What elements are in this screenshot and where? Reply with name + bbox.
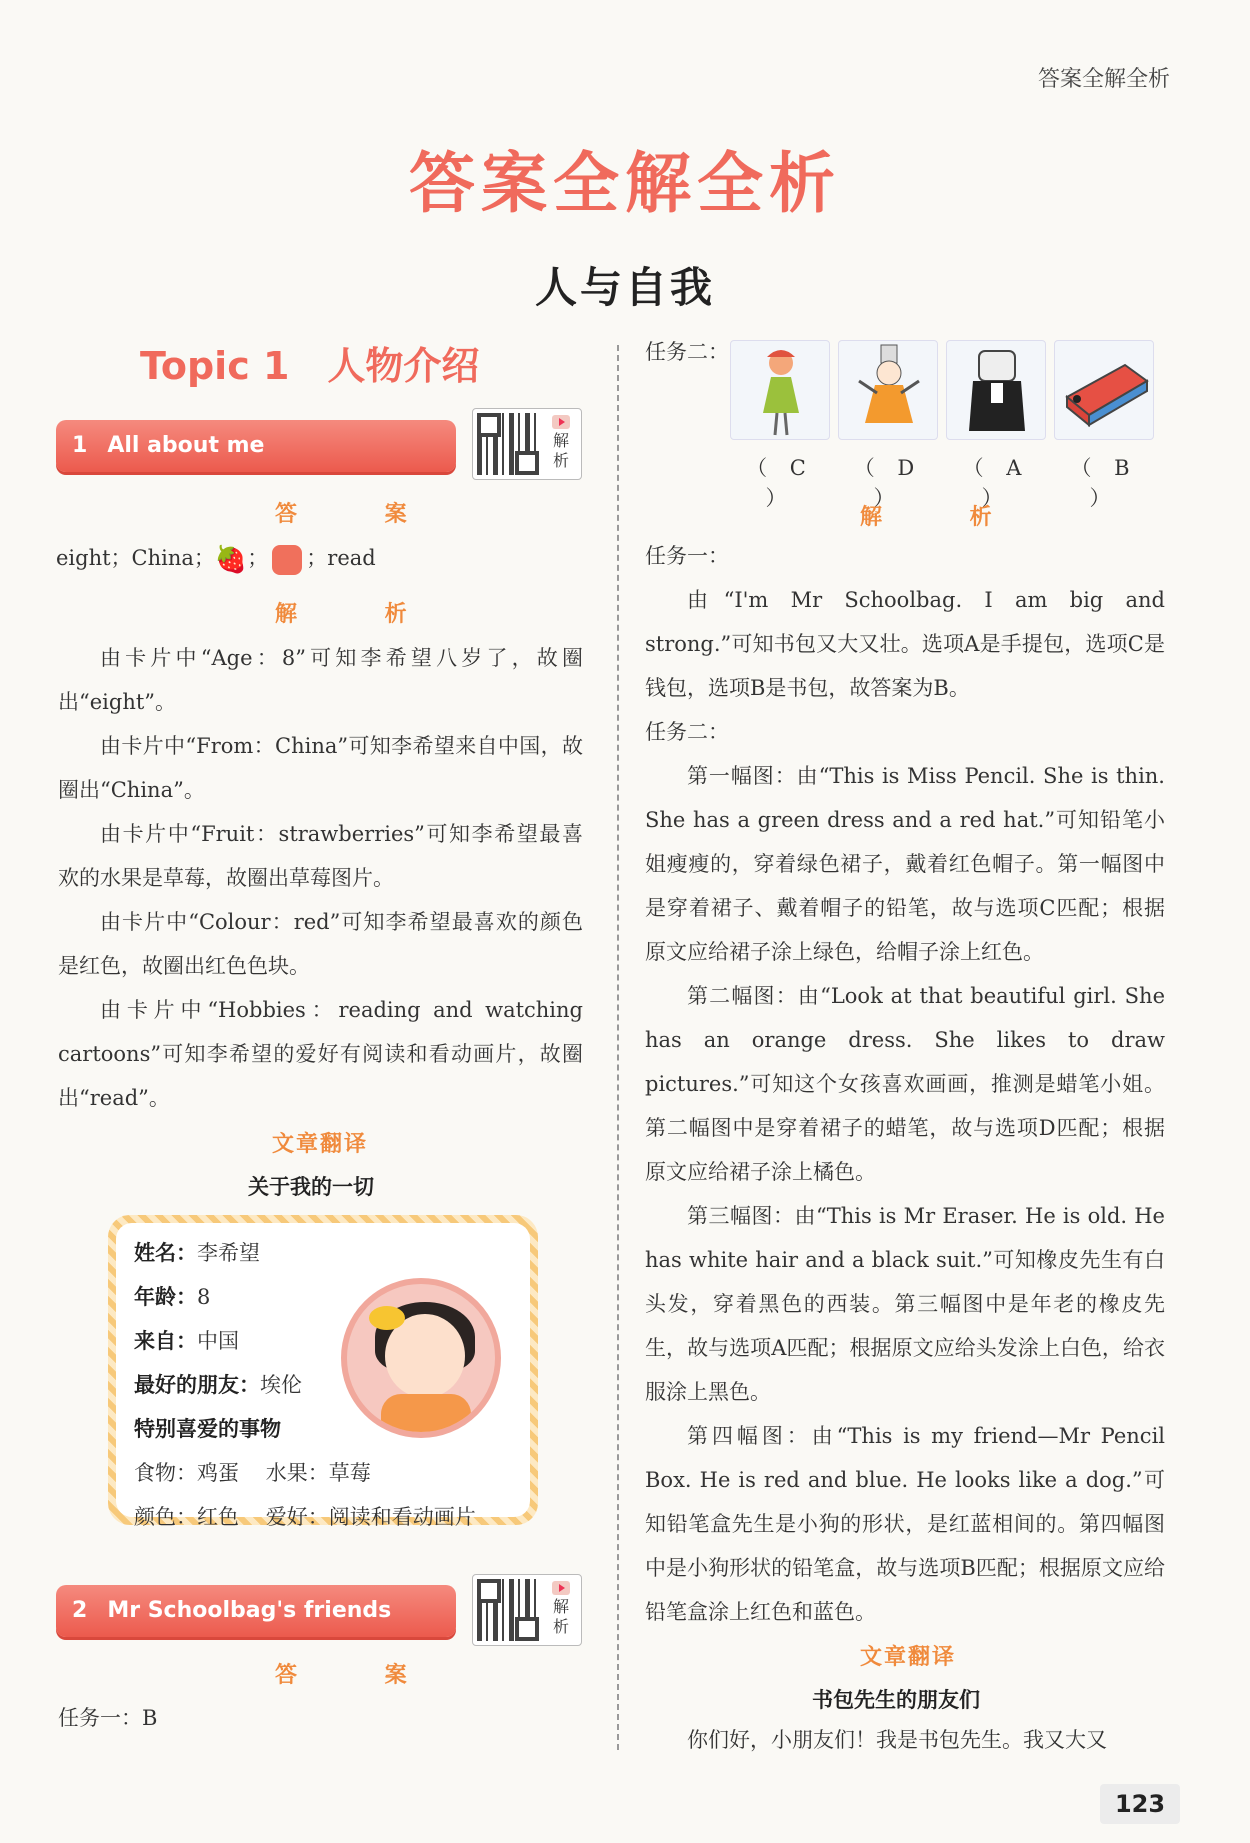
unit1-banner — [56, 420, 456, 472]
translation-start: 你们好，小朋友们！我是书包先生。我又大又 — [687, 1728, 1107, 1752]
qr-code-icon — [477, 1579, 539, 1641]
card-from: 来自：中国 — [134, 1329, 239, 1353]
running-head: 答案全解全析 — [1037, 67, 1170, 92]
caption-2: （ D ） — [853, 456, 923, 510]
right-translation-label: 文章翻译 — [860, 1645, 957, 1670]
unit1-qr-code[interactable] — [472, 408, 582, 480]
unit1-title: All about me — [107, 433, 265, 458]
caption-3: （ A ） — [962, 456, 1030, 510]
caption-4: （ B ） — [1070, 456, 1138, 510]
pencil-box-dog-icon — [1054, 340, 1154, 440]
unit2-task1-answer: 任务一：B — [58, 1706, 158, 1730]
girl-portrait-icon — [341, 1278, 501, 1438]
qr-code-icon — [477, 413, 539, 475]
task2-para: 第二幅图：由“Look at that beautiful girl. She has an orange dress. She likes to draw pictures.”可知这个女孩喜欢画画，推测是蜡笔小姐。第二幅图中是穿着裙子的蜡笔，故与选项D匹配；根据原文应给裙子涂上橘色。 — [645, 984, 1165, 1184]
unit1-analysis-label: 解 析 — [275, 602, 447, 627]
unit1-analysis — [58, 636, 583, 1120]
caption-1: （ C ） — [746, 456, 814, 510]
task1-text: 由“I'm Mr Schoolbag. I am big and strong.”可知书包又大又壮。选项A是手提包，选项C是钱包，选项B是书包，故答案为B。 — [645, 588, 1165, 700]
unit1-translation-label: 文章翻译 — [272, 1132, 369, 1157]
card-name: 姓名：李希望 — [134, 1241, 260, 1265]
analysis-para: 由卡片中“From：China”可知李希望来自中国，故圈出“China”。 — [58, 734, 583, 802]
unit2-banner — [56, 1585, 456, 1637]
task2-para: 第三幅图：由“This is Mr Eraser. He is old. He has white hair and a black suit.”可知橡皮先生有白头发，穿着黑色的西装。第三幅图中是年老的橡皮先生，故与选项A匹配；根据原文应给头发涂上白色，给衣服涂上黑色。 — [645, 1204, 1165, 1404]
task2-label: 任务二： — [645, 340, 729, 364]
card-friend: 最好的朋友：埃伦 — [134, 1373, 302, 1397]
card-age: 年龄：8 — [134, 1285, 211, 1309]
eraser-man-icon — [946, 340, 1046, 440]
right-analysis — [645, 534, 1165, 1634]
unit1-translation-title: 关于我的一切 — [248, 1175, 374, 1199]
analysis-para: 由卡片中“Hobbies：reading and watching cartoons”可知李希望的爱好有阅读和看动画片，故圈出“read”。 — [58, 998, 583, 1110]
card-colour-hobby: 颜色：红色 爱好：阅读和看动画片 — [134, 1505, 476, 1529]
unit2-qr-code[interactable] — [472, 1574, 582, 1646]
crayon-girl-icon — [838, 340, 938, 440]
unit2-answer-label: 答 案 — [275, 1663, 447, 1688]
card-favorites: 特别喜爱的事物 — [134, 1417, 281, 1441]
analysis-para: 由卡片中“Colour：red”可知李希望最喜欢的颜色是红色，故圈出红色色块。 — [58, 910, 583, 978]
play-icon — [552, 1581, 570, 1595]
qr-tag: 解析 — [552, 431, 569, 470]
answer-text-b: ； — [247, 546, 269, 570]
qr-tag: 解析 — [552, 1597, 569, 1636]
pencil-girl-icon — [730, 340, 830, 440]
analysis-para: 由卡片中“Age：8”可知李希望八岁了，故圈出“eight”。 — [58, 646, 583, 714]
column-divider — [617, 345, 619, 1750]
main-title: 答案全解全析 — [409, 145, 841, 222]
answer-text-a: eight；China； — [56, 546, 215, 570]
task1-label: 任务一： — [645, 544, 729, 568]
analysis-para: 由卡片中“Fruit：strawberries”可知李希望最喜欢的水果是草莓，故圈出草莓图片。 — [58, 822, 583, 890]
section-title: 人与自我 — [534, 263, 715, 312]
red-swatch-icon — [272, 545, 302, 575]
task2-para: 第一幅图：由“This is Miss Pencil. She is thin. She has a green dress and a red hat.”可知铅笔小姐瘦瘦的，穿着绿色裙子，戴着红色帽子。第一幅图中是穿着裙子、戴着帽子的铅笔，故与选项C匹配；根据原文应给裙子涂上绿色，给帽子涂上红色。 — [645, 764, 1165, 964]
answer-text-c: ；read — [306, 546, 376, 570]
profile-card — [108, 1215, 538, 1529]
task2-label-2: 任务二： — [645, 720, 729, 744]
play-icon — [552, 415, 570, 429]
unit1-number: 1 — [72, 433, 88, 458]
unit2-number: 2 — [72, 1598, 88, 1623]
card-food-fruit: 食物：鸡蛋 水果：草莓 — [134, 1461, 371, 1485]
strawberry-icon: 🍓 — [214, 544, 248, 575]
unit1-answer-label: 答 案 — [275, 502, 447, 527]
topic-title: Topic 1 人物介绍 — [140, 344, 480, 388]
unit1-answer-line — [56, 542, 376, 575]
right-translation-title: 书包先生的朋友们 — [812, 1688, 980, 1712]
page-number: 123 — [1100, 1784, 1180, 1824]
task2-para: 第四幅图：由“This is my friend—Mr Pencil Box. He is red and blue. He looks like a dog.”可知铅笔盒先生是小狗的形状，是红蓝相间的。第四幅图中是小狗形状的铅笔盒，故与选项B匹配；根据原文应给铅笔盒涂上红色和蓝色。 — [645, 1424, 1165, 1624]
right-analysis-label: 解 析 — [860, 505, 1032, 530]
unit2-title: Mr Schoolbag's friends — [107, 1598, 392, 1623]
right-translation-body — [645, 1718, 1165, 1762]
